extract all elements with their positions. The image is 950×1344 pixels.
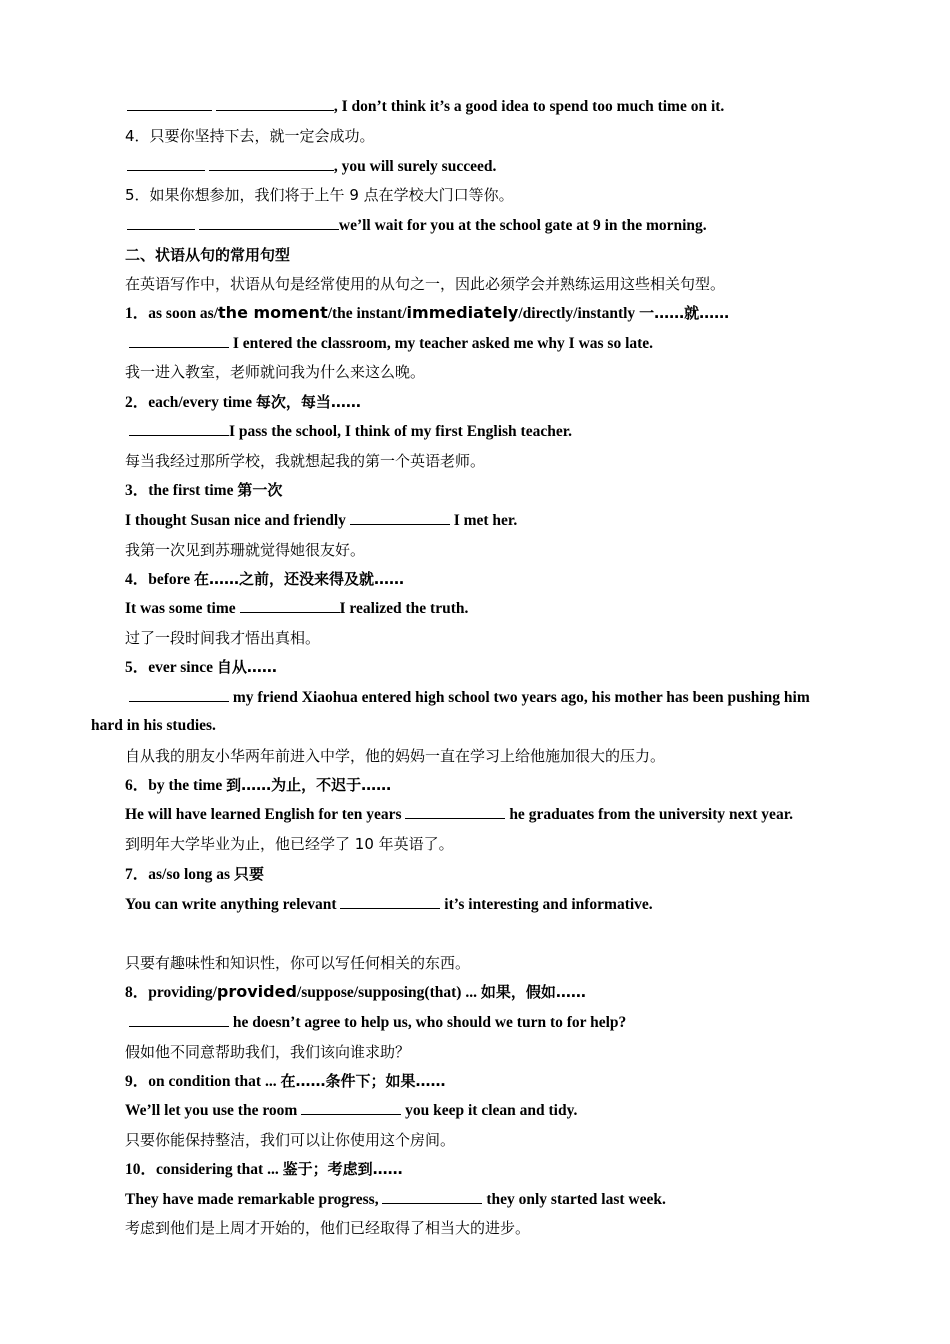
pattern-8-translation: 假如他不同意帮助我们，我们该向谁求助？ [125,1043,411,1061]
exercise-5-chinese: 5．如果你想参加，我们将于上午 9 点在学校大门口等你。 [125,186,514,204]
pattern-6-title: 6．by the time 到……为止，不迟于…… [125,776,392,794]
answer-blank[interactable] [129,333,229,348]
exercise-4-chinese: 4．只要你坚持下去，就一定会成功。 [125,127,375,145]
pattern-4-translation: 过了一段时间我才悟出真相。 [125,629,321,647]
section-intro: 在英语写作中，状语从句是经常使用的从句之一，因此必须学会并熟练运用这些相关句型。 [125,275,726,293]
pattern-10-translation: 考虑到他们是上周才开始的，他们已经取得了相当大的进步。 [125,1219,531,1237]
pattern-8-example: he doesn’t agree to help us, who should we turn to for help? [129,1012,626,1033]
answer-blank[interactable] [382,1189,482,1204]
section-heading: 二、状语从句的常用句型 [125,246,291,264]
answer-blank[interactable] [340,894,440,909]
pattern-5-example-cont: hard in his studies. [91,717,216,734]
answer-blank[interactable] [350,510,450,525]
answer-blank[interactable] [129,687,229,702]
pattern-7-title: 7．as/so long as 只要 [125,865,264,883]
answer-blank[interactable] [127,215,195,230]
pattern-2-title: 2．each/every time 每次，每当…… [125,393,361,411]
pattern-5-title: 5．ever since 自从…… [125,658,277,676]
pattern-1-example: I entered the classroom, my teacher asked me why I was so late. [129,333,653,354]
exercise-line-3: , I don’t think it’s a good idea to spend too much time on it. [127,96,724,117]
answer-blank[interactable] [209,156,334,171]
answer-blank[interactable] [129,1012,229,1027]
exercise-4-english: , you will surely succeed. [127,156,496,177]
pattern-10-example: They have made remarkable progress, they only started last week. [125,1191,666,1208]
answer-blank[interactable] [216,96,334,111]
answer-blank[interactable] [301,1100,401,1115]
pattern-2-example: I pass the school, I think of my first English teacher. [129,421,572,442]
pattern-7-example: You can write anything relevant it’s interesting and informative. [125,896,653,913]
pattern-3-translation: 我第一次见到苏珊就觉得她很友好。 [125,541,366,559]
pattern-1-translation: 我一进入教室，老师就问我为什么来这么晚。 [125,363,426,381]
pattern-3-example: I thought Susan nice and friendly I met her. [125,512,518,529]
answer-blank[interactable] [199,215,339,230]
answer-blank[interactable] [129,421,229,436]
exercise-5-english: we’ll wait for you at the school gate at 9 in the morning. [127,215,707,236]
pattern-3-title: 3．the first time 第一次 [125,481,283,499]
pattern-6-example: He will have learned English for ten years he graduates from the university next year. [125,806,794,823]
pattern-6-translation: 到明年大学毕业为止，他已经学了 10 年英语了。 [125,835,454,853]
pattern-5-translation: 自从我的朋友小华两年前进入中学，他的妈妈一直在学习上给他施加很大的压力。 [125,747,666,765]
pattern-4-title: 4．before 在……之前，还没来得及就…… [125,570,405,588]
pattern-9-translation: 只要你能保持整洁，我们可以让你使用这个房间。 [125,1131,456,1149]
pattern-7-translation: 只要有趣味性和知识性，你可以写任何相关的东西。 [125,954,471,972]
pattern-2-translation: 每当我经过那所学校，我就想起我的第一个英语老师。 [125,452,486,470]
pattern-5-example: my friend Xiaohua entered high school two years ago, his mother has been pushing him [129,687,810,708]
answer-blank[interactable] [405,804,505,819]
answer-blank[interactable] [127,96,212,111]
answer-blank[interactable] [127,156,205,171]
pattern-9-title: 9．on condition that ... 在……条件下；如果…… [125,1072,446,1090]
pattern-4-example: It was some time I realized the truth. [125,600,469,617]
answer-blank[interactable] [240,598,340,613]
pattern-8-title: 8．providing/provided/suppose/supposing(that) ... 如果，假如…… [125,982,586,1001]
pattern-9-example: We’ll let you use the room you keep it clean and tidy. [125,1102,578,1119]
pattern-10-title: 10．considering that ... 鉴于；考虑到…… [125,1160,403,1178]
pattern-1-title: 1．as soon as/the moment/the instant/immediately/directly/instantly 一……就…… [125,303,730,322]
